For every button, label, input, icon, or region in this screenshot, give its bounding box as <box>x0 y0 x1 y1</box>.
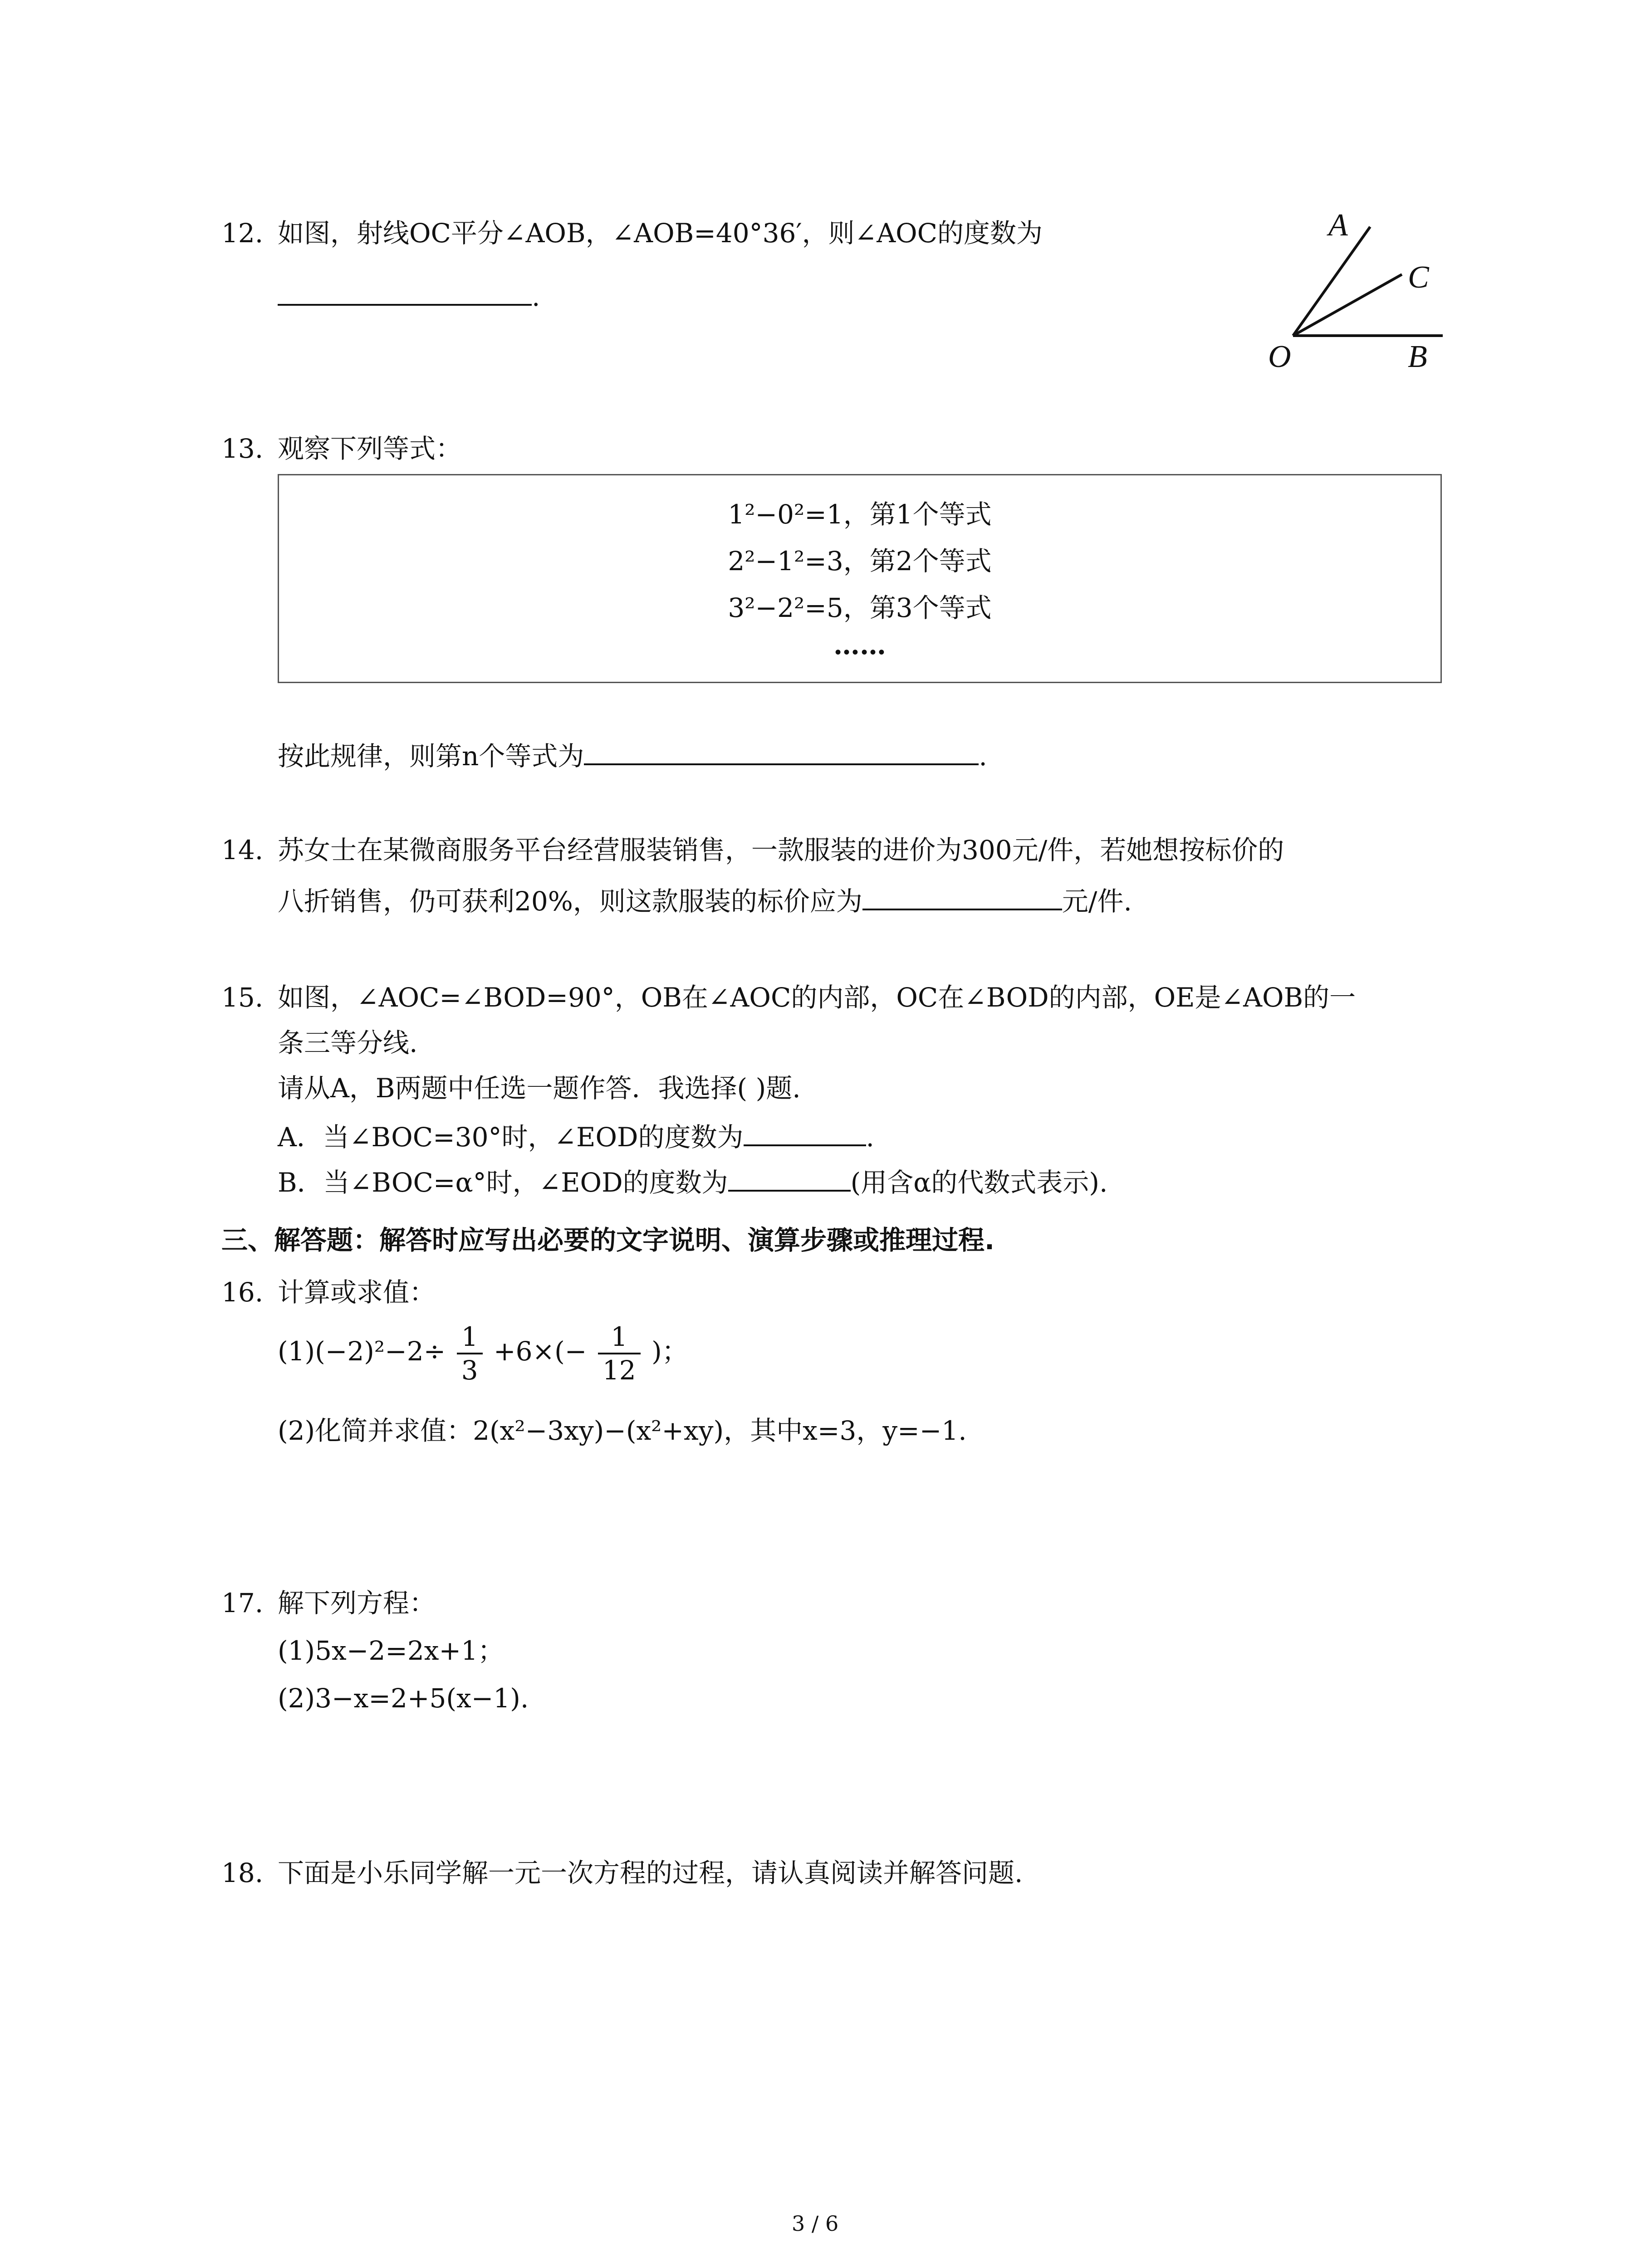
q13-prompt-line <box>278 737 987 772</box>
pattern-line-1: 1²−0²=1，第1个等式 <box>728 499 992 530</box>
q12-answer-blank <box>278 278 540 313</box>
pattern-ellipsis: …… <box>833 630 886 660</box>
fraction-2-numerator: 1 <box>598 1324 641 1354</box>
fraction-2-denominator: 12 <box>602 1355 636 1386</box>
label-o: O <box>1268 339 1291 374</box>
q14-line2-pre: 八折销售，仍可获利20%，则这款服装的标价应为 <box>278 886 862 917</box>
q15-option-b-text: B．当∠BOC=α°时，∠EOD的度数为 <box>278 1167 728 1198</box>
q14-line2 <box>278 882 1132 918</box>
q13-end: . <box>979 741 987 772</box>
section3-heading: 三、解答题：解答时应写出必要的文字说明、演算步骤或推理过程. <box>221 1225 995 1256</box>
q15-option-b-end: (用含α的代数式表示). <box>850 1167 1108 1198</box>
fraction-one-third <box>457 1321 483 1386</box>
q17-intro: 解下列方程： <box>278 1588 436 1618</box>
q17-number: 17. <box>221 1588 264 1618</box>
q16-part1-post: )； <box>652 1336 688 1367</box>
q14-number: 14. <box>221 835 264 865</box>
q14-line1: 苏女士在某微商服务平台经营服装销售，一款服装的进价为300元/件，若她想按标价的 <box>278 835 1284 865</box>
q15-option-a <box>278 1118 874 1154</box>
q18-text: 下面是小乐同学解一元一次方程的过程，请认真阅读并解答问题. <box>278 1857 1023 1888</box>
q16-part1-pre: (1)(−2)²−2÷ <box>278 1336 446 1367</box>
q13-intro: 观察下列等式： <box>278 433 462 464</box>
q18-number: 18. <box>221 1857 264 1888</box>
label-a: A <box>1328 208 1348 243</box>
q16-part1-mid: +6×(− <box>494 1336 587 1367</box>
angle-figure <box>1261 209 1470 381</box>
q16-intro: 计算或求值： <box>278 1277 436 1308</box>
q15-number: 15. <box>221 982 264 1013</box>
q12-end: . <box>532 281 540 312</box>
q15-line3: 请从A，B两题中任选一题作答．我选择( )题. <box>278 1073 801 1104</box>
q16-number: 16. <box>221 1277 264 1308</box>
q15-option-b <box>278 1163 1107 1199</box>
q17-part2: (2)3−x=2+5(x−1). <box>278 1683 529 1714</box>
q15-option-a-end: . <box>866 1122 874 1153</box>
q13-pattern-box <box>278 474 1442 683</box>
q15-option-a-text: A．当∠BOC=30°时，∠EOD的度数为 <box>278 1122 744 1153</box>
fraction-1-numerator: 1 <box>457 1324 483 1354</box>
label-c: C <box>1408 260 1429 295</box>
pattern-line-3: 3²−2²=5，第3个等式 <box>728 592 992 623</box>
ray-oc <box>1293 274 1402 336</box>
fraction-1-denominator: 3 <box>461 1355 478 1386</box>
page-number: 3 / 6 <box>792 2211 839 2236</box>
q16-part2: (2)化简并求值：2(x²−3xy)−(x²+xy)，其中x=3，y=−1. <box>278 1415 967 1446</box>
label-b: B <box>1408 339 1427 374</box>
q12-number: 12. <box>221 218 264 249</box>
q17-part1: (1)5x−2=2x+1； <box>278 1635 504 1666</box>
q12-text: 如图，射线OC平分∠AOB，∠AOB=40°36′，则∠AOC的度数为 <box>278 218 1043 249</box>
q13-prompt: 按此规律，则第n个等式为 <box>278 741 584 772</box>
fraction-one-twelfth <box>598 1321 641 1386</box>
q14-line2-post: 元/件. <box>1062 886 1132 917</box>
q15-line2: 条三等分线. <box>278 1027 418 1058</box>
pattern-line-2: 2²−1²=3，第2个等式 <box>728 546 992 577</box>
q13-number: 13. <box>221 433 264 464</box>
q16-part1 <box>278 1321 688 1386</box>
q15-line1: 如图，∠AOC=∠BOD=90°，OB在∠AOC的内部，OC在∠BOD的内部，OE是∠AOB的一 <box>278 982 1356 1013</box>
